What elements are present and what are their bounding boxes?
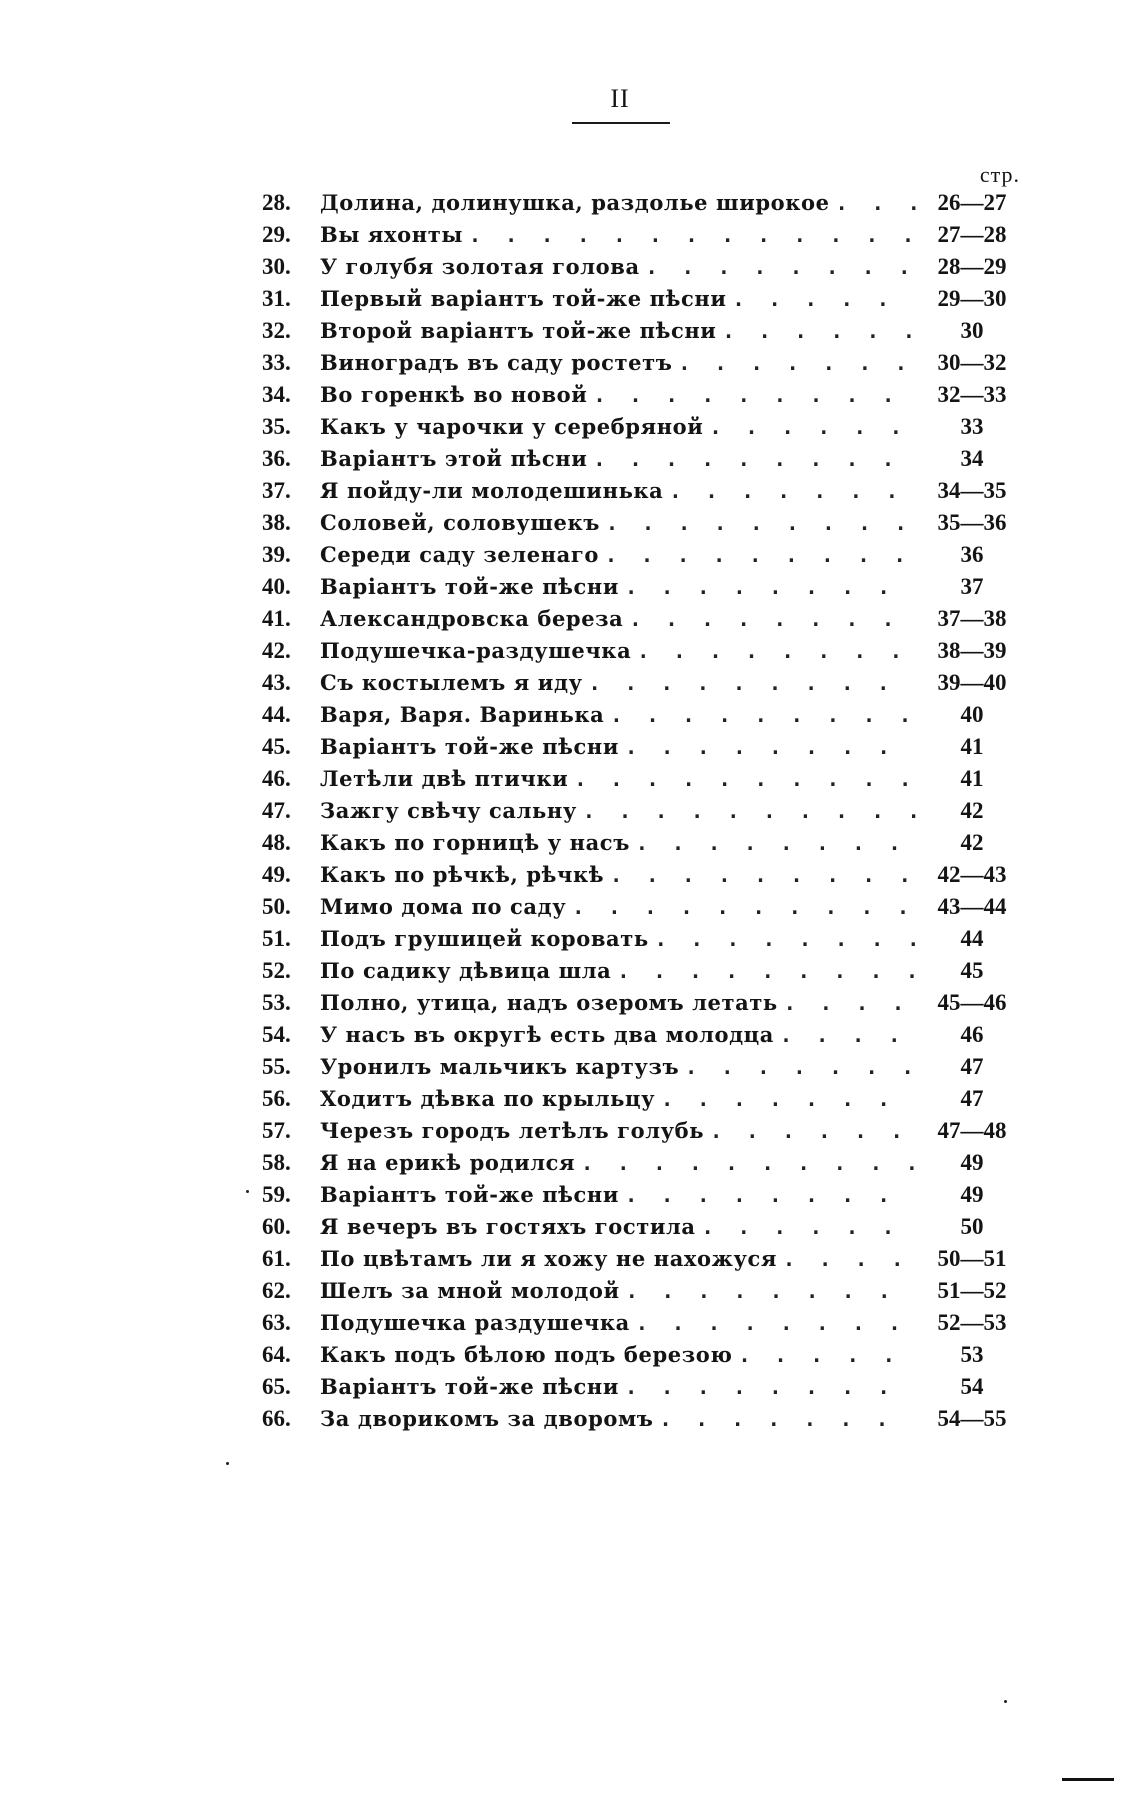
toc-leader-dots	[626, 1275, 916, 1307]
toc-leader-dots	[836, 187, 916, 219]
toc-leader-dots	[738, 1339, 916, 1371]
toc-entry-page: 40	[960, 702, 984, 727]
page-number-rule	[572, 122, 670, 124]
toc-entry-title: Съ костылемъ я иду	[320, 670, 583, 695]
toc-entry-page: 54—55	[937, 1406, 1007, 1431]
toc-leader-dots	[625, 1179, 916, 1211]
page-number: II	[610, 84, 630, 113]
toc-entry-number: 65.	[262, 1374, 291, 1399]
toc-entry-number: 41.	[262, 606, 291, 631]
toc-leader-dots	[593, 443, 916, 475]
toc-entry-number: 37.	[262, 478, 291, 503]
toc-entry-number: 44.	[262, 702, 291, 727]
toc-entry-page: 45—46	[937, 990, 1007, 1015]
toc-leader-dots	[589, 667, 916, 699]
toc-entry	[262, 1051, 1022, 1083]
toc-entry-page: 50—51	[937, 1246, 1007, 1271]
toc-entry-title: Во горенкѣ во новой	[320, 382, 588, 407]
toc-entry	[262, 603, 1022, 635]
toc-entry	[262, 379, 1022, 411]
toc-entry-page: 45	[960, 958, 984, 983]
toc-entry-number: 52.	[262, 958, 291, 983]
toc-entry-title: Полно, утица, надъ озеромъ летать	[320, 990, 778, 1015]
toc-entry-title: По цвѣтамъ ли я хожу не нахожуся	[320, 1246, 778, 1271]
toc-entry-title: Варiантъ той-же пѣсни	[320, 1374, 620, 1399]
toc-entry-number: 57.	[262, 1118, 291, 1143]
toc-leader-dots	[572, 891, 916, 923]
toc-entry-number: 53.	[262, 990, 291, 1015]
toc-entry-page: 41	[960, 734, 984, 759]
toc-entry	[262, 667, 1022, 699]
toc-entry-title: Я вечеръ въ гостяхъ гостила	[320, 1214, 696, 1239]
toc-leader-dots	[574, 763, 916, 795]
toc-entry-title: Середи саду зеленаго	[320, 542, 599, 567]
print-speck	[226, 1462, 229, 1465]
toc-entry-title: Александровска береза	[320, 606, 624, 631]
toc-entry	[262, 1019, 1022, 1051]
toc-leader-dots	[637, 635, 916, 667]
toc-leader-dots	[784, 987, 916, 1019]
toc-entry-page: 46	[960, 1022, 984, 1047]
toc-entry-title: Соловей, соловушекъ	[320, 510, 600, 535]
toc-entry-number: 34.	[262, 382, 291, 407]
toc-entry-page: 44	[960, 926, 984, 951]
toc-entry-page: 50	[960, 1214, 984, 1239]
toc-entry-page: 30—32	[937, 350, 1007, 375]
toc-entry	[262, 859, 1022, 891]
toc-entry-page: 32—33	[937, 382, 1007, 407]
toc-entry-number: 61.	[262, 1246, 291, 1271]
toc-entry-number: 49.	[262, 862, 291, 887]
toc-leader-dots	[629, 603, 916, 635]
toc-entry-title: Зажгу свѣчу сальну	[320, 798, 577, 823]
toc-entry-number: 50.	[262, 894, 291, 919]
toc-leader-dots	[655, 923, 916, 955]
toc-leader-dots	[722, 315, 916, 347]
toc-leader-dots	[636, 1307, 916, 1339]
toc-entry-page: 47	[960, 1054, 984, 1079]
toc-entry-number: 35.	[262, 414, 291, 439]
toc-entry	[262, 283, 1022, 315]
toc-entry-number: 42.	[262, 638, 291, 663]
toc-entry	[262, 1083, 1022, 1115]
toc-entry-title: Варiантъ той-же пѣсни	[320, 1182, 620, 1207]
toc-entry-title: Какъ подъ бѣлою подъ березою	[320, 1342, 733, 1367]
toc-entry-page: 33	[960, 414, 984, 439]
toc-entry-number: 47.	[262, 798, 291, 823]
toc-entry	[262, 347, 1022, 379]
toc-leader-dots	[646, 251, 916, 283]
toc-entry-page: 35—36	[937, 510, 1007, 535]
toc-entry-title: Я пойду-ли молодешинька	[320, 478, 664, 503]
toc-leader-dots	[669, 475, 916, 507]
toc-entry-title: У насъ въ округѣ есть два молодца	[320, 1022, 775, 1047]
toc-entry	[262, 763, 1022, 795]
toc-leader-dots	[783, 1243, 916, 1275]
toc-entry-page: 42	[960, 830, 984, 855]
toc-entry-page: 28—29	[937, 254, 1007, 279]
toc-entry-title: Шелъ за мной молодой	[320, 1278, 620, 1303]
toc-leader-dots	[593, 379, 916, 411]
toc-entry	[262, 1179, 1022, 1211]
toc-entry-title: Варя, Варя. Варинька	[320, 702, 605, 727]
toc-entry	[262, 1211, 1022, 1243]
toc-entry-page: 47	[960, 1086, 984, 1111]
toc-entry-number: 48.	[262, 830, 291, 855]
page-column-header: стр.	[979, 162, 1020, 187]
toc-entry	[262, 1243, 1022, 1275]
toc-entry-page: 41	[960, 766, 984, 791]
toc-leader-dots	[733, 283, 916, 315]
toc-entry-page: 47—48	[937, 1118, 1007, 1143]
toc-entry-number: 28.	[262, 190, 291, 215]
toc-entry-number: 31.	[262, 286, 291, 311]
toc-entry-number: 62.	[262, 1278, 291, 1303]
toc-entry	[262, 571, 1022, 603]
toc-entry-number: 46.	[262, 766, 291, 791]
toc-entry	[262, 507, 1022, 539]
toc-entry-title: За дворикомъ за дворомъ	[320, 1406, 654, 1431]
toc-entry	[262, 219, 1022, 251]
toc-entry-title: Варiантъ этой пѣсни	[320, 446, 588, 471]
toc-entry-title: По садику дѣвица шла	[320, 958, 612, 983]
toc-entry	[262, 891, 1022, 923]
toc-entry-page: 27—28	[937, 222, 1007, 247]
toc-entry	[262, 251, 1022, 283]
toc-entry-page: 38—39	[937, 638, 1007, 663]
toc-leader-dots	[661, 1083, 916, 1115]
toc-entry-title: Какъ по горницѣ у насъ	[320, 830, 630, 855]
toc-leader-dots	[660, 1403, 916, 1435]
toc-entry-page: 53	[960, 1342, 984, 1367]
toc-entry-number: 59.	[262, 1182, 291, 1207]
toc-entry-page: 49	[960, 1182, 984, 1207]
toc-entry-page: 29—30	[937, 286, 1007, 311]
toc-entry	[262, 1275, 1022, 1307]
toc-entry-number: 32.	[262, 318, 291, 343]
toc-entry-number: 36.	[262, 446, 291, 471]
toc-entry-title: Первый варiантъ той-же пѣсни	[320, 286, 727, 311]
toc-entry-number: 66.	[262, 1406, 291, 1431]
toc-leader-dots	[702, 1211, 916, 1243]
toc-entry	[262, 475, 1022, 507]
toc-entry	[262, 187, 1022, 219]
toc-entry	[262, 1307, 1022, 1339]
print-speck	[246, 1190, 249, 1193]
toc-entry-title: Виноградъ въ саду ростетъ	[320, 350, 673, 375]
edge-mark	[1062, 1778, 1114, 1781]
toc-leader-dots	[610, 699, 916, 731]
toc-entry	[262, 923, 1022, 955]
toc-entry	[262, 1147, 1022, 1179]
toc-entry	[262, 699, 1022, 731]
toc-entry-page: 34	[960, 446, 984, 471]
toc-entry-number: 43.	[262, 670, 291, 695]
toc-entry-page: 54	[960, 1374, 984, 1399]
toc-entry	[262, 1115, 1022, 1147]
toc-entry-page: 43—44	[937, 894, 1007, 919]
toc-entry-number: 63.	[262, 1310, 291, 1335]
toc-entry-number: 30.	[262, 254, 291, 279]
toc-entry-title: Черезъ городъ летѣлъ голубь	[320, 1118, 705, 1143]
toc-entry-title: Подушечка-раздушечка	[320, 638, 632, 663]
toc-leader-dots	[469, 219, 916, 251]
toc-entry	[262, 443, 1022, 475]
toc-leader-dots	[709, 411, 916, 443]
toc-leader-dots	[685, 1051, 916, 1083]
toc-leader-dots	[581, 1147, 916, 1179]
toc-leader-dots	[780, 1019, 916, 1051]
toc-entry	[262, 731, 1022, 763]
toc-leader-dots	[710, 1115, 916, 1147]
print-speck	[1004, 1700, 1007, 1703]
toc-entry-page: 49	[960, 1150, 984, 1175]
toc-entry	[262, 539, 1022, 571]
toc-entry-number: 56.	[262, 1086, 291, 1111]
toc-entry-number: 54.	[262, 1022, 291, 1047]
toc-entry-title: Какъ у чарочки у серебряной	[320, 414, 704, 439]
toc-entry	[262, 795, 1022, 827]
toc-entry-title: Варiантъ той-же пѣсни	[320, 574, 620, 599]
toc-leader-dots	[605, 539, 916, 571]
toc-entry-title: У голубя золотая голова	[320, 254, 640, 279]
toc-entry	[262, 1403, 1022, 1435]
toc-leader-dots	[625, 1371, 916, 1403]
toc-entry-title: Уронилъ мальчикъ картузъ	[320, 1054, 680, 1079]
toc-entry-number: 38.	[262, 510, 291, 535]
toc-entry-page: 37	[960, 574, 984, 599]
toc-entry	[262, 827, 1022, 859]
toc-leader-dots	[678, 347, 916, 379]
toc-entry-number: 40.	[262, 574, 291, 599]
toc-entry-page: 36	[960, 542, 984, 567]
toc-entry-page: 51—52	[937, 1278, 1007, 1303]
toc-entry-page: 42—43	[937, 862, 1007, 887]
toc-leader-dots	[625, 571, 916, 603]
toc-leader-dots	[636, 827, 916, 859]
toc-entry-title: Летѣли двѣ птички	[320, 766, 569, 791]
toc-entry-title: Мимо дома по саду	[320, 894, 567, 919]
toc-entry-title: Долина, долинушка, раздолье широкое	[320, 190, 830, 215]
toc-entry-title: Подъ грушицей коровать	[320, 926, 649, 951]
toc-entry-page: 37—38	[937, 606, 1007, 631]
toc-entry-title: Я на ерикѣ родился	[320, 1150, 576, 1175]
toc-entry	[262, 1339, 1022, 1371]
toc-entry-title: Подушечка раздушечка	[320, 1310, 630, 1335]
toc-entry-title: Варiантъ той-же пѣсни	[320, 734, 620, 759]
toc-entry-page: 26—27	[937, 190, 1007, 215]
toc-entry-number: 29.	[262, 222, 291, 247]
toc-entry-number: 33.	[262, 350, 291, 375]
toc-entry	[262, 315, 1022, 347]
toc-entry-page: 39—40	[937, 670, 1007, 695]
toc-entry	[262, 411, 1022, 443]
toc-leader-dots	[583, 795, 916, 827]
toc-entry-number: 64.	[262, 1342, 291, 1367]
toc-leader-dots	[617, 955, 916, 987]
toc-leader-dots	[610, 859, 916, 891]
toc-entry	[262, 955, 1022, 987]
toc-entry-title: Какъ по рѣчкѣ, рѣчкѣ	[320, 862, 605, 887]
toc-entry-number: 60.	[262, 1214, 291, 1239]
table-of-contents	[262, 187, 1022, 1435]
toc-entry-number: 55.	[262, 1054, 291, 1079]
toc-entry-page: 34—35	[937, 478, 1007, 503]
toc-leader-dots	[625, 731, 916, 763]
toc-entry-number: 51.	[262, 926, 291, 951]
toc-entry-page: 52—53	[937, 1310, 1007, 1335]
toc-entry-title: Вы яхонты	[320, 222, 463, 247]
toc-entry-title: Второй варiантъ той-же пѣсни	[320, 318, 717, 343]
toc-entry-page: 30	[960, 318, 984, 343]
toc-entry-title: Ходитъ дѣвка по крыльцу	[320, 1086, 656, 1111]
toc-entry	[262, 987, 1022, 1019]
toc-leader-dots	[606, 507, 916, 539]
toc-entry-number: 39.	[262, 542, 291, 567]
toc-entry	[262, 635, 1022, 667]
toc-entry-page: 42	[960, 798, 984, 823]
toc-entry-number: 58.	[262, 1150, 291, 1175]
toc-entry	[262, 1371, 1022, 1403]
toc-entry-number: 45.	[262, 734, 291, 759]
